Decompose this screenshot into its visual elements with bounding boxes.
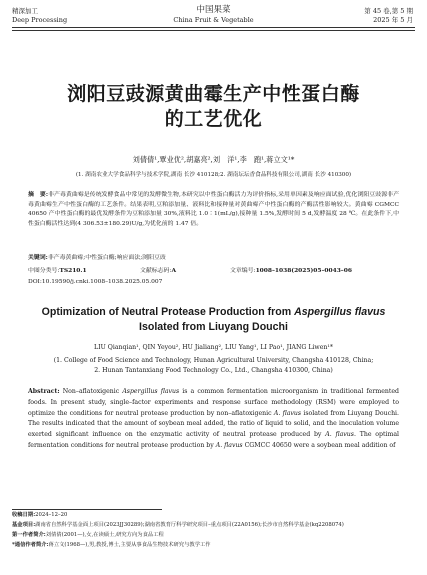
keywords-cn: [28, 253, 399, 264]
footnote-first-author: [12, 531, 415, 539]
title-en-prefix: Optimization of Neutral Protease Production from: [41, 306, 295, 318]
clc-number: [28, 267, 87, 275]
abstract-cn-label: 摘 要:: [28, 191, 49, 198]
first-author-label: 第一作者简介:: [12, 532, 46, 538]
abstract-en-label: Abstract:: [28, 388, 60, 395]
footnote-rule: [12, 509, 162, 510]
article-no-label: 文章编号:: [230, 268, 256, 274]
keywords-cn-label: 关键词:: [28, 254, 48, 261]
doi-label: DOI:: [28, 279, 42, 285]
title-en-species: Aspergillus flavus: [294, 306, 386, 318]
fund-value: 湖南省自然科学基金面上项目(2023JJ30289);湖南省教育厅科学研究项目–重点项目(22A0156);长沙市自然科学基金(kq2208074): [35, 522, 344, 528]
abstract-en-part: is a common fermentation microorganism in traditional fermented foods. In present study, single–factor experiments and response surface methodology (RSM) were employed to optimize the conditions for neutral protease production by non–aflatoxigenic: [28, 388, 399, 417]
journal-name-en: China Fruit & Vegetable: [173, 16, 254, 24]
corresponding-value: 蒋立文(1968—),男,教授,博士,主要从事食品生物技术研究与教学工作: [48, 542, 211, 548]
title-en-line2: Isolated from Liuyang Douchi: [139, 321, 288, 333]
abstract-en-part: . The optimal fermentation conditions for neutral protease production by: [28, 431, 399, 449]
species-name: A. flavus: [325, 431, 354, 439]
species-name: A. flavus: [273, 409, 302, 417]
species-name: Aspergillus flavus: [122, 388, 180, 395]
authors-en: LIU Qianqian¹, QIN Yeyou², HU Jialiang², LIU Yang¹, LI Pao¹, JIANG Liwen¹*: [94, 344, 333, 351]
footnote-corresponding: [12, 541, 415, 549]
document-code: [140, 267, 176, 275]
affiliation-cn: (1. 湖南农业大学食品科学与技术学院,湖南 长沙 410128;2. 湖南坛坛香食品科技有限公司,湖南 长沙 410300): [75, 172, 352, 178]
authors-cn: 刘倩倩¹,覃业优²,胡嘉亮²,刘 洋¹,李 跑¹,蒋立文¹*: [132, 155, 295, 164]
fund-label: 基金项目:: [12, 522, 36, 528]
article-no-value: 1008–1038(2025)05–0043–06: [255, 267, 352, 274]
doc-code-value: A: [171, 267, 177, 274]
journal-section-cn: 精深加工: [12, 7, 38, 15]
abstract-cn-text: 非产毒黄曲霉是传统发酵食品中常见的发酵微生物,本研究以中性蛋白酶活力为评价指标,采用单因素及响应面试验,优化浏阳豆豉源非产毒黄曲霉生产中性蛋白酶的工艺条件。结果表明,豆粕添加量、液料比和接种量对黄曲霉产中性蛋白酶的产酶活性影响较大。黄曲霉 CGMCC 40650 产中性蛋白酶的最优发酵条件为豆粕添加量 30%,液料比 1.0∶1(mL/g),接种量 1.5%,发酵时间 5 d,发酵温度 28 ℃。在此条件下,中性蛋白酶活性达到(4 306.53±180.29)U/g,为优化前的 1.47 倍。: [28, 192, 399, 227]
keywords-cn-text: 非产毒黄曲霉;中性蛋白酶;响应面法;浏阳豆豉: [47, 255, 166, 261]
affiliation-en: (1. College of Food Science and Technology, Hunan Agricultural University, Changsha 410128, China; 2. Hunan Tantanxiang Food Technology Co., Ltd., Changsha 410300, China): [53, 357, 374, 374]
footnote-received: [12, 511, 415, 519]
corresponding-label: *通信作者简介:: [12, 542, 49, 548]
footnote-fund: [12, 521, 415, 529]
doi: [28, 278, 162, 286]
abstract-cn: [28, 190, 399, 229]
publication-date: 2025 年 5 月: [373, 16, 413, 24]
abstract-en: [28, 387, 399, 452]
article-number: [230, 267, 352, 275]
doi-value: 10.19590/j.cnki.1008–1038.2025.05.007: [41, 279, 163, 285]
header-rule-thin: [12, 30, 415, 31]
volume-issue: 第 45 卷,第 5 期: [364, 7, 413, 15]
title-en-line1: [30, 305, 397, 320]
title-cn-line2: 的工艺优化: [164, 108, 263, 130]
abstract-en-part: Non–aflatoxigenic: [59, 388, 123, 395]
species-name: A. flavus: [215, 441, 243, 449]
received-value: 2024–12–20: [35, 512, 68, 518]
clc-value: TS210.1: [59, 267, 87, 274]
header-rule-thick: [12, 27, 415, 28]
first-author-value: 刘倩倩(2001—),女,在读硕士,研究方向为食品工程: [45, 532, 164, 538]
doc-code-label: 文献标志码:: [140, 268, 172, 274]
received-label: 收稿日期:: [12, 512, 36, 518]
clc-label: 中图分类号:: [28, 268, 60, 274]
abstract-en-part: isolated from Liuyang Douchi. The results indicated that the amount of soybean meal added, the ratio of liquid to solid, and the inoculation volume exerted significant influence on the enzymatic activity of neutral protease produced by: [28, 409, 400, 439]
abstract-en-part: CGMCC 40650 were a soybean meal addition of: [242, 441, 396, 449]
journal-name-cn: 中国果菜: [196, 5, 231, 15]
title-cn-line1: 浏阳豆豉源黄曲霉生产中性蛋白酶: [67, 83, 360, 105]
journal-section-en: Deep Processing: [12, 16, 68, 24]
